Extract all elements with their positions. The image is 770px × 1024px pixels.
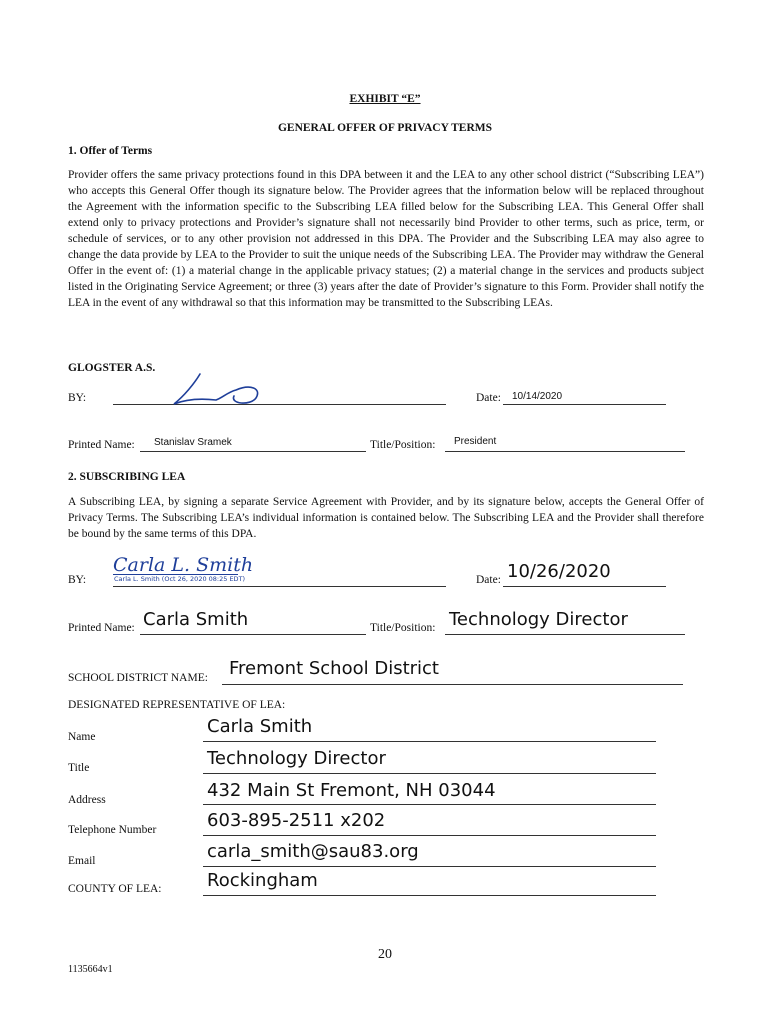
rep-title-label: Title [68, 762, 90, 774]
district-label: SCHOOL DISTRICT NAME: [68, 672, 208, 684]
provider-printed-name-label: Printed Name: [68, 439, 135, 451]
subscriber-by-label: BY: [68, 574, 87, 586]
rep-county-value: Rockingham [207, 870, 318, 891]
subscriber-signature-line [113, 586, 446, 587]
subscriber-signature-caption: Carla L. Smith (Oct 26, 2020 08:25 EDT) [114, 575, 246, 583]
provider-date-line [503, 404, 666, 405]
rep-name-value: Carla Smith [207, 716, 313, 737]
provider-signature-mark [170, 370, 270, 410]
rep-phone-label: Telephone Number [68, 824, 157, 836]
subscriber-title-line [445, 634, 685, 635]
rep-county-label: COUNTY OF LEA: [68, 883, 162, 895]
rep-address-value: 432 Main St Fremont, NH 03044 [207, 780, 496, 801]
subscriber-signature: Carla L. Smith [113, 554, 254, 576]
rep-email-line [203, 866, 656, 867]
rep-name-line [203, 741, 656, 742]
section1-paragraph: Provider offers the same privacy protections found in this DPA between it and the LEA to any other school district (“Subscribing LEA”) who accepts this General Offer though its signature below. The Provider agrees that the information below will be replaced throughout the Agreement with the information specific to the Subscribing LEA filled below for the Subscribing LEA. This General Offer shall extend only to privacy protections and Provider’s signature shall not necessarily bind Provider to other terms, such as price, term, or schedule of services, or to any other provision not addressed in this DPA. The Provider and the Subscribing LEA may also agree to change the data provide by LEA to the Provider to suit the unique needs of the Subscribing LEA. The Provider may withdraw the General Offer in the event of: (1) a material change in the applicable privacy statues; (2) a material change in the services and products subject listed in the Originating Service Agreement; or three (3) years after the date of Provider’s signature to this Form. Provider shall notify the LEA in the event of any withdrawal so that this information may be transmitted to the Subscribing LEAs. [68, 169, 704, 309]
provider-signature-line [113, 404, 446, 405]
district-value: Fremont School District [229, 658, 439, 679]
provider-by-label: BY: [68, 392, 87, 404]
rep-address-label: Address [68, 794, 106, 806]
district-line [222, 684, 683, 685]
provider-date-value: 10/14/2020 [512, 391, 563, 402]
section2-paragraph: A Subscribing LEA, by signing a separate Service Agreement with Provider, and by its signature below, accepts the General Offer of Privacy Terms. The Subscribing LEA’s individual information is contained below. The Subscribing LEA and the Provider shall therefore be bound by the same terms of this DPA. [68, 496, 704, 540]
rep-title-value: Technology Director [207, 748, 386, 769]
representative-heading: DESIGNATED REPRESENTATIVE OF LEA: [68, 699, 286, 711]
rep-email-value: carla_smith@sau83.org [207, 841, 419, 862]
rep-name-label: Name [68, 731, 96, 743]
subscriber-printed-name-line [140, 634, 366, 635]
rep-address-line [203, 804, 656, 805]
subscriber-date-label: Date: [476, 574, 501, 586]
rep-title-line [203, 773, 656, 774]
subscriber-printed-name-value: Carla Smith [143, 609, 249, 630]
provider-date-label: Date: [476, 392, 501, 404]
subscriber-printed-name-label: Printed Name: [68, 622, 135, 634]
provider-title-label: Title/Position: [370, 439, 436, 451]
subscriber-title-value: Technology Director [449, 609, 628, 630]
exhibit-heading: EXHIBIT “E” [349, 93, 421, 105]
subscriber-date-value: 10/26/2020 [507, 561, 611, 582]
subscriber-title-label: Title/Position: [370, 622, 436, 634]
section1-heading: 1. Offer of Terms [68, 145, 153, 157]
document-id: 1135664v1 [68, 964, 113, 975]
document-title: GENERAL OFFER OF PRIVACY TERMS [277, 122, 493, 134]
rep-county-line [203, 895, 656, 896]
rep-phone-value: 603-895-2511 x202 [207, 810, 386, 831]
provider-printed-name-value: Stanislav Sramek [154, 437, 232, 448]
provider-printed-name-line [140, 451, 366, 452]
rep-phone-line [203, 835, 656, 836]
rep-email-label: Email [68, 855, 96, 867]
provider-title-line [445, 451, 685, 452]
provider-company: GLOGSTER A.S. [68, 362, 156, 374]
provider-title-value: President [454, 436, 497, 447]
page-number: 20 [378, 947, 392, 962]
section2-heading: 2. SUBSCRIBING LEA [68, 471, 186, 483]
subscriber-date-line [503, 586, 666, 587]
